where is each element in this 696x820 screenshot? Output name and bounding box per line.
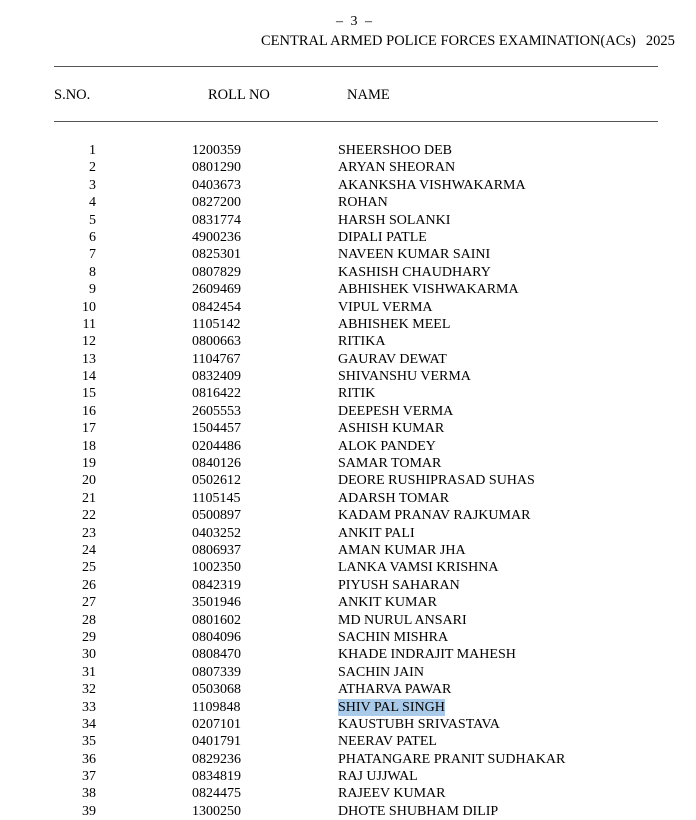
column-header-name: NAME	[347, 87, 390, 103]
name-cell: KASHISH CHAUDHARY	[338, 264, 491, 280]
roll-no-cell: 4900236	[192, 229, 241, 245]
name-cell: LANKA VAMSI KRISHNA	[338, 560, 499, 576]
sno-cell: 35	[82, 734, 96, 750]
roll-no-cell: 0807339	[192, 664, 241, 680]
sno-cell: 7	[89, 247, 96, 263]
roll-no-cell: 0804096	[192, 629, 241, 645]
roll-no-cell: 0840126	[192, 456, 241, 472]
sno-cell: 11	[82, 316, 96, 332]
sno-cell: 26	[82, 577, 96, 593]
roll-no-cell: 0816422	[192, 386, 241, 402]
column-header-roll-no: ROLL NO	[208, 87, 270, 103]
name-cell: ATHARVA PAWAR	[338, 682, 452, 698]
table-row	[0, 420, 696, 437]
name-cell: AMAN KUMAR JHA	[338, 542, 466, 558]
roll-no-cell: 0800663	[192, 334, 241, 350]
roll-no-cell: 0403252	[192, 525, 241, 541]
roll-no-cell: 0207101	[192, 716, 241, 732]
roll-no-cell: 1002350	[192, 560, 241, 576]
sno-cell: 12	[82, 334, 96, 350]
table-row	[0, 368, 696, 385]
sno-cell: 18	[82, 438, 96, 454]
page-number: – 3 –	[336, 14, 374, 29]
name-cell: RITIKA	[338, 334, 386, 350]
table-row	[0, 612, 696, 629]
name-cell: ASHISH KUMAR	[338, 421, 445, 437]
table-row	[0, 281, 696, 298]
roll-no-cell: 0801602	[192, 612, 241, 628]
sno-cell: 25	[82, 560, 96, 576]
sno-cell: 37	[82, 769, 96, 785]
sno-cell: 28	[82, 612, 96, 628]
roll-no-cell: 0825301	[192, 247, 241, 263]
table-row	[0, 785, 696, 802]
roll-no-cell: 0807829	[192, 264, 241, 280]
sno-cell: 36	[82, 751, 96, 767]
name-cell: ALOK PANDEY	[338, 438, 436, 454]
table-row	[0, 577, 696, 594]
table-row	[0, 212, 696, 229]
sno-cell: 34	[82, 716, 96, 732]
table-row	[0, 751, 696, 768]
sno-cell: 32	[82, 682, 96, 698]
name-cell: SHIVANSHU VERMA	[338, 369, 471, 385]
table-row	[0, 768, 696, 785]
name-cell: KHADE INDRAJIT MAHESH	[338, 647, 516, 663]
table-row	[0, 699, 696, 716]
name-cell: DEORE RUSHIPRASAD SUHAS	[338, 473, 535, 489]
table-row	[0, 803, 696, 820]
table-row	[0, 542, 696, 559]
roll-no-cell: 1105142	[192, 316, 241, 332]
sno-cell: 6	[89, 229, 96, 245]
sno-cell: 15	[82, 386, 96, 402]
sno-cell: 16	[82, 403, 96, 419]
table-row	[0, 385, 696, 402]
name-cell: SAMAR TOMAR	[338, 456, 442, 472]
sno-cell: 9	[89, 282, 96, 298]
sno-cell: 10	[82, 299, 96, 315]
roll-no-cell: 1104767	[192, 351, 241, 367]
sno-cell: 20	[82, 473, 96, 489]
sno-cell: 29	[82, 629, 96, 645]
roll-no-cell: 0824475	[192, 786, 241, 802]
roll-no-cell: 0403673	[192, 177, 241, 193]
roll-no-cell: 0806937	[192, 542, 241, 558]
roll-no-cell: 0827200	[192, 195, 241, 211]
table-row	[0, 716, 696, 733]
roll-no-cell: 0801290	[192, 160, 241, 176]
table-row	[0, 142, 696, 159]
sno-cell: 27	[82, 595, 96, 611]
sno-cell: 24	[82, 542, 96, 558]
table-row	[0, 559, 696, 576]
results-table	[0, 142, 696, 820]
name-cell: KAUSTUBH SRIVASTAVA	[338, 716, 500, 732]
table-row	[0, 403, 696, 420]
name-cell: ROHAN	[338, 195, 388, 211]
name-cell: KADAM PRANAV RAJKUMAR	[338, 508, 531, 524]
table-row	[0, 594, 696, 611]
name-cell: ABHISHEK VISHWAKARMA	[338, 282, 519, 298]
table-row	[0, 264, 696, 281]
table-row	[0, 472, 696, 489]
roll-no-cell: 0808470	[192, 647, 241, 663]
name-cell: RITIK	[338, 386, 376, 402]
table-row	[0, 177, 696, 194]
sno-cell: 5	[89, 212, 96, 228]
name-cell: ANKIT PALI	[338, 525, 415, 541]
table-row	[0, 525, 696, 542]
name-cell: MD NURUL ANSARI	[338, 612, 467, 628]
roll-no-cell: 1504457	[192, 421, 241, 437]
sno-cell: 2	[89, 160, 96, 176]
roll-no-cell: 1105145	[192, 490, 241, 506]
roll-no-cell: 0503068	[192, 682, 241, 698]
sno-cell: 8	[89, 264, 96, 280]
name-cell: GAURAV DEWAT	[338, 351, 447, 367]
roll-no-cell: 0500897	[192, 508, 241, 524]
sno-cell: 4	[89, 195, 96, 211]
sno-cell: 19	[82, 456, 96, 472]
name-cell: NEERAV PATEL	[338, 734, 437, 750]
roll-no-cell: 1200359	[192, 143, 241, 158]
table-row	[0, 507, 696, 524]
column-header-sno: S.NO.	[54, 87, 91, 103]
table-row	[0, 351, 696, 368]
sno-cell: 14	[82, 369, 96, 385]
sno-cell: 3	[89, 177, 96, 193]
name-cell: AKANKSHA VISHWAKARMA	[338, 177, 526, 193]
name-cell: DHOTE SHUBHAM DILIP	[338, 803, 499, 819]
name-cell: SHEERSHOO DEB	[338, 143, 452, 158]
name-cell: PIYUSH SAHARAN	[338, 577, 460, 593]
name-cell: ANKIT KUMAR	[338, 595, 437, 611]
roll-no-cell: 0204486	[192, 438, 241, 454]
sno-cell: 30	[82, 647, 96, 663]
name-cell: SHIV PAL SINGH	[338, 699, 445, 715]
table-row	[0, 159, 696, 176]
table-row	[0, 438, 696, 455]
sno-cell: 1	[89, 143, 96, 158]
sno-cell: 31	[82, 664, 96, 680]
table-row	[0, 733, 696, 750]
sno-cell: 23	[82, 525, 96, 541]
name-cell: SACHIN JAIN	[338, 664, 424, 680]
roll-no-cell: 2605553	[192, 403, 241, 419]
roll-no-cell: 0842319	[192, 577, 241, 593]
sno-cell: 39	[82, 803, 96, 819]
table-row	[0, 299, 696, 316]
roll-no-cell: 2609469	[192, 282, 241, 298]
roll-no-cell: 0829236	[192, 751, 241, 767]
table-row	[0, 490, 696, 507]
name-cell: PHATANGARE PRANIT SUDHAKAR	[338, 751, 566, 767]
roll-no-cell: 3501946	[192, 595, 241, 611]
roll-no-cell: 0401791	[192, 734, 241, 750]
table-row	[0, 246, 696, 263]
table-row	[0, 455, 696, 472]
roll-no-cell: 1300250	[192, 803, 241, 819]
table-row	[0, 333, 696, 350]
name-cell: ADARSH TOMAR	[338, 490, 450, 506]
sno-cell: 21	[82, 490, 96, 506]
roll-no-cell: 0834819	[192, 769, 241, 785]
table-row	[0, 664, 696, 681]
table-row	[0, 646, 696, 663]
table-row	[0, 629, 696, 646]
roll-no-cell: 0842454	[192, 299, 241, 315]
name-cell: HARSH SOLANKI	[338, 212, 451, 228]
roll-no-cell: 1109848	[192, 699, 241, 715]
exam-title	[261, 33, 675, 50]
table-row	[0, 229, 696, 246]
name-cell: VIPUL VERMA	[338, 299, 433, 315]
exam-year: 2025	[645, 33, 675, 49]
table-row	[0, 681, 696, 698]
name-cell: SACHIN MISHRA	[338, 629, 449, 645]
name-cell: DEEPESH VERMA	[338, 403, 454, 419]
sno-cell: 33	[82, 699, 96, 715]
name-cell: RAJEEV KUMAR	[338, 786, 446, 802]
name-cell: ABHISHEK MEEL	[338, 316, 451, 332]
sno-cell: 38	[82, 786, 96, 802]
sno-cell: 17	[82, 421, 96, 437]
roll-no-cell: 0831774	[192, 212, 241, 228]
name-cell: ARYAN SHEORAN	[338, 160, 456, 176]
name-cell: RAJ UJJWAL	[338, 769, 418, 785]
roll-no-cell: 0832409	[192, 369, 241, 385]
table-row	[0, 316, 696, 333]
exam-title-text: CENTRAL ARMED POLICE FORCES EXAMINATION(ACs)	[261, 33, 636, 49]
roll-no-cell: 0502612	[192, 473, 241, 489]
sno-cell: 22	[82, 508, 96, 524]
name-cell: NAVEEN KUMAR SAINI	[338, 247, 491, 263]
header-rule	[54, 121, 658, 122]
sno-cell: 13	[82, 351, 96, 367]
top-rule	[54, 66, 658, 67]
table-row	[0, 194, 696, 211]
name-cell: DIPALI PATLE	[338, 229, 427, 245]
